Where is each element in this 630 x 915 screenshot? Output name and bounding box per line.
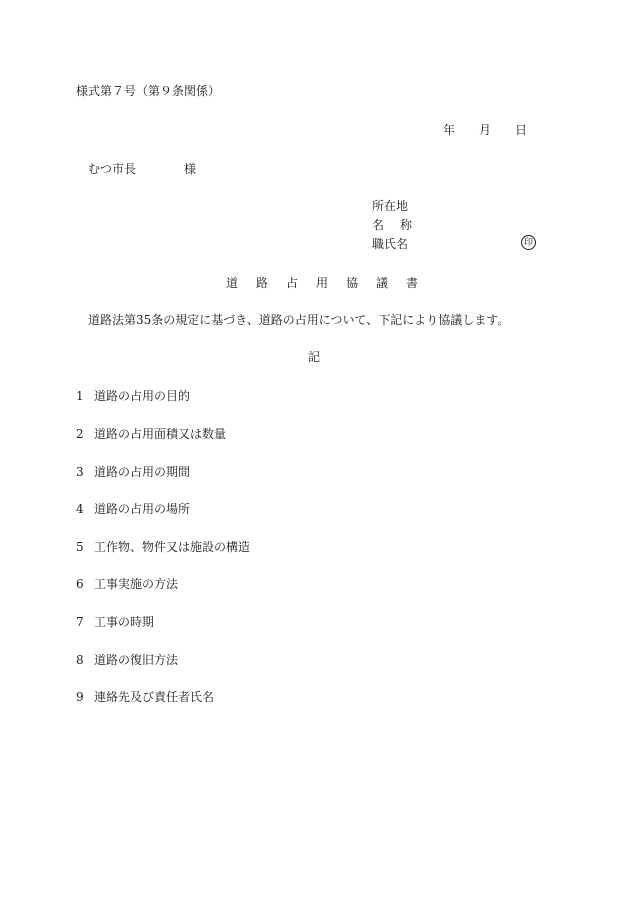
list-item-number: 3: [76, 465, 84, 479]
list-item: [76, 389, 190, 403]
document-title: 道路占用協議書: [226, 276, 437, 290]
list-item-label: 道路の占用の場所: [94, 502, 191, 516]
list-item-label: 道路の占用面積又は数量: [94, 427, 227, 441]
list-item-label: 道路の復旧方法: [94, 653, 179, 667]
list-item-label: 連絡先及び責任者氏名: [94, 690, 215, 704]
list-item-number: 1: [76, 389, 84, 403]
list-item-number: 6: [76, 577, 84, 591]
list-item-number: 4: [76, 502, 84, 516]
list-item: [76, 690, 214, 704]
list-item-number: 9: [76, 690, 84, 704]
list-item: [76, 577, 178, 591]
applicant-address-label: 所在地: [372, 199, 409, 213]
applicant-name-label-1: 名: [372, 218, 385, 232]
addressee-name: むつ市長: [88, 162, 137, 176]
date-line: [443, 123, 527, 137]
body-text: 道路法第35条の規定に基づき、道路の占用について、下記により協議します。: [88, 313, 510, 327]
applicant-name-label-2: 称: [400, 218, 413, 232]
ki-label: 記: [308, 350, 321, 364]
addressee: [88, 162, 196, 176]
form-number: 様式第７号（第９条関係）: [76, 84, 221, 98]
list-item-label: 道路の占用の目的: [94, 389, 191, 403]
list-item-number: 5: [76, 540, 84, 554]
list-item-number: 7: [76, 615, 84, 629]
seal-mark-icon: 印: [521, 235, 536, 250]
list-item-label: 工事実施の方法: [94, 577, 179, 591]
applicant-name-label: [372, 218, 412, 232]
list-item-number: 8: [76, 653, 84, 667]
date-day-label: 日: [515, 123, 528, 137]
list-item: [76, 540, 250, 554]
list-item: [76, 502, 190, 516]
list-item-label: 工作物、物件又は施設の構造: [94, 540, 251, 554]
list-item-number: 2: [76, 427, 84, 441]
date-year-label: 年: [443, 123, 456, 137]
list-item: [76, 427, 226, 441]
list-item: [76, 615, 154, 629]
date-month-label: 月: [479, 123, 492, 137]
list-item: [76, 653, 178, 667]
applicant-representative-label: 職氏名: [372, 237, 409, 251]
addressee-honorific: 様: [184, 162, 197, 176]
list-item: [76, 465, 190, 479]
list-item-label: 工事の時期: [94, 615, 155, 629]
list-item-label: 道路の占用の期間: [94, 465, 191, 479]
